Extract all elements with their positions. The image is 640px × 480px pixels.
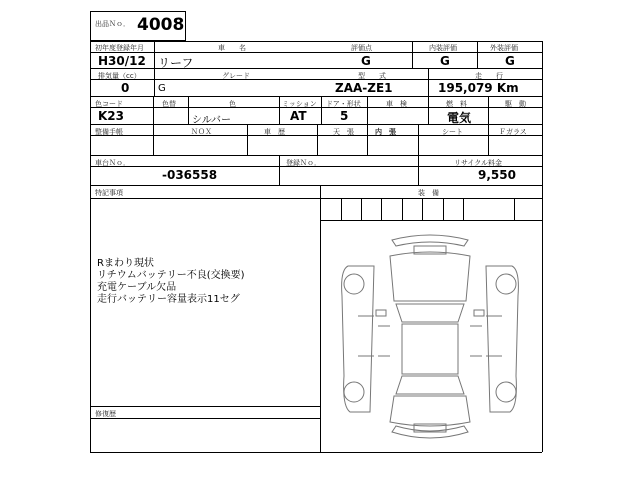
label-displacement: 排気量（cc） — [98, 72, 141, 80]
label-history: 車 歴 — [264, 128, 285, 136]
remark-line: 走行バッテリー容量表示11セグ — [97, 294, 240, 305]
windshield-outline — [396, 304, 464, 322]
left-side-outline — [342, 266, 374, 412]
value-doors: 5 — [340, 109, 349, 123]
label-first-registration: 初年度登録年月 — [95, 44, 144, 52]
front-bumper-outline — [392, 235, 468, 246]
value-recycle-fee: 9,550 — [478, 168, 516, 182]
label-equipment: 装 備 — [418, 189, 439, 197]
label-recycle-fee: リサイクル料金 — [454, 159, 503, 167]
label-remarks: 特記事項 — [95, 189, 123, 197]
label-interior-trim: 内 張 — [375, 128, 396, 136]
value-displacement: 0 — [121, 81, 130, 95]
label-grade: グレード — [222, 72, 250, 80]
value-mileage: 195,079 Km — [438, 81, 519, 95]
label-exterior-grade: 外装評価 — [490, 44, 518, 52]
trunk-outline — [390, 396, 470, 426]
value-transmission: AT — [290, 109, 307, 123]
label-interior-grade: 内装評価 — [429, 44, 457, 52]
value-score: G — [361, 54, 371, 68]
hood-outline — [390, 252, 470, 301]
value-car-name: リーフ — [158, 56, 194, 70]
value-exterior-grade: G — [505, 54, 515, 68]
value-first-registration: H30/12 — [98, 54, 146, 68]
remark-line: リチウムバッテリー不良(交換要) — [97, 270, 245, 281]
value-grade: G — [158, 83, 166, 94]
label-color-swap: 色替 — [162, 100, 176, 108]
label-sunroof: 天 張 — [333, 128, 354, 136]
label-doors-shape: ドア・形状 — [326, 100, 361, 108]
value-interior-grade: G — [440, 54, 450, 68]
label-car-name: 車 名 — [218, 44, 246, 52]
lot-number: 4008 — [137, 15, 185, 35]
label-repair-history: 修復歴 — [95, 410, 116, 418]
lot-label: 出品Ｎｏ． — [95, 20, 130, 28]
label-maintenance-record: 整備手帳 — [95, 128, 123, 136]
remark-line: 充電ケーブル欠品 — [97, 282, 177, 293]
remark-line: Rまわり現状 — [97, 258, 154, 269]
value-chassis-number: -036558 — [162, 168, 218, 182]
label-drive: 駆 動 — [505, 100, 526, 108]
label-color: 色 — [229, 100, 236, 108]
label-color-code: 色コード — [95, 100, 123, 108]
label-front-glass: Ｆガラス — [499, 128, 527, 136]
label-fuel: 燃 料 — [446, 100, 467, 108]
value-fuel: 電気 — [447, 111, 472, 125]
rear-glass-outline — [396, 376, 464, 394]
right-rear-wheel — [496, 382, 516, 402]
lot-number-box — [90, 11, 186, 41]
value-model: ZAA-ZE1 — [335, 81, 393, 95]
right-front-wheel — [496, 274, 516, 294]
label-chassis-number: 車台Ｎｏ． — [95, 159, 130, 167]
label-registration-number: 登録Ｎｏ． — [286, 159, 321, 167]
left-front-wheel — [344, 274, 364, 294]
label-nox: ＮＯＸ — [191, 128, 212, 136]
label-seat: シート — [442, 128, 463, 136]
car-damage-diagram — [330, 226, 530, 448]
left-rear-wheel — [344, 382, 364, 402]
right-side-outline — [486, 266, 518, 412]
label-score: 評価点 — [351, 44, 372, 52]
label-model: 型 式 — [358, 72, 386, 80]
label-mileage: 走 行 — [475, 72, 503, 80]
roof-outline — [402, 324, 458, 374]
value-color: シルバー — [192, 115, 232, 126]
value-color-code: K23 — [98, 109, 124, 123]
label-inspection: 車 検 — [386, 100, 407, 108]
label-transmission: ミッション — [282, 100, 317, 108]
